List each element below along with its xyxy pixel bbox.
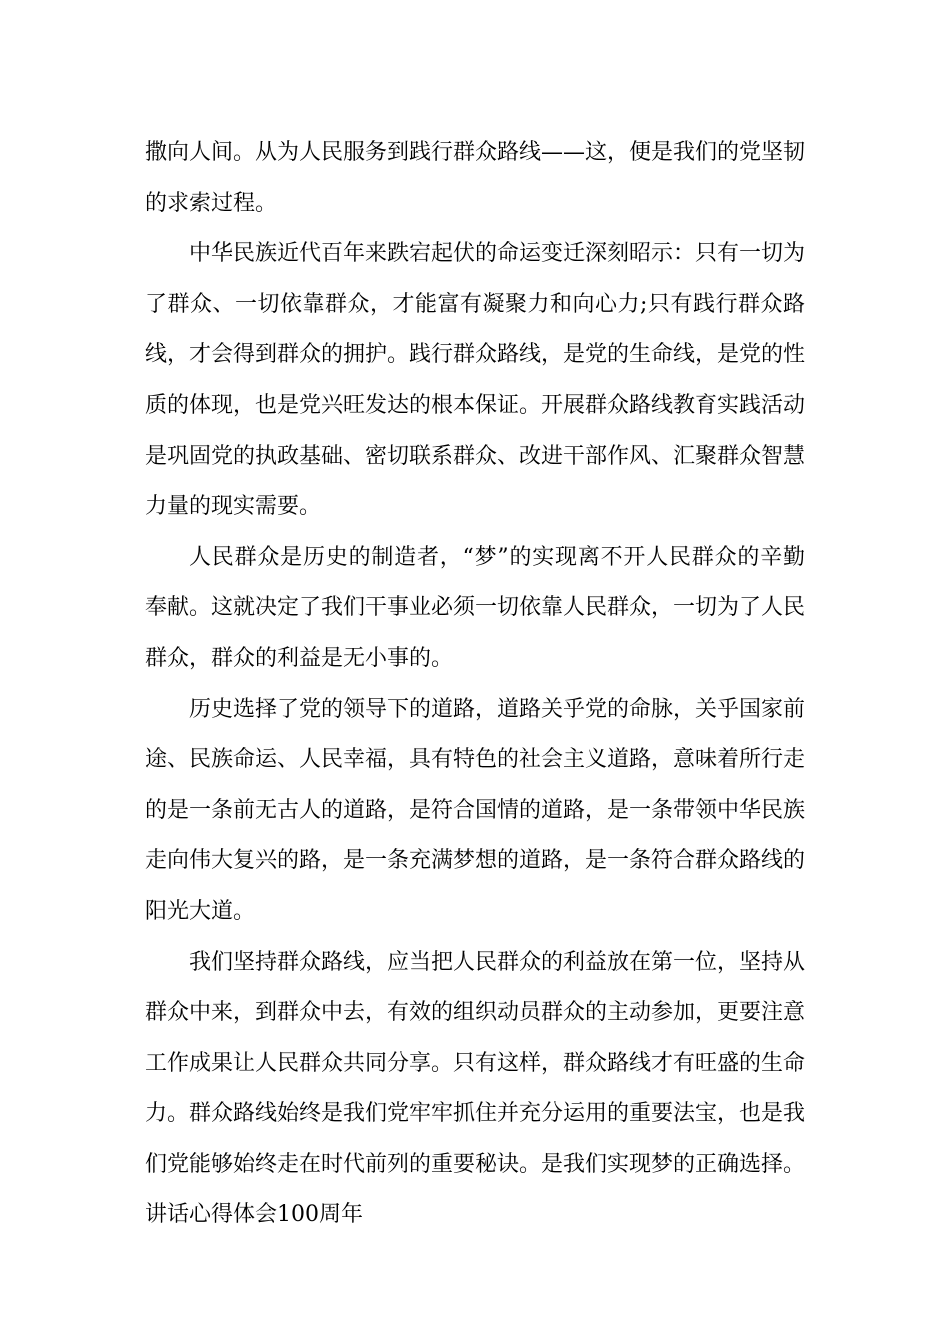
paragraph-2: 中华民族近代百年来跌宕起伏的命运变迁深刻昭示：只有一切为了群众、一切依靠群众，才能富有凝聚力和向心力;只有践行群众路线，才会得到群众的拥护。践行群众路线，是党的生命线，是党的性质的体现，也是党兴旺发达的根本保证。开展群众路线教育实践活动是巩固党的执政基础、密切联系群众、改进干部作风、汇聚群众智慧力量的现实需要。 [145,241,806,520]
document-page [145,128,805,1228]
paragraph-5: 我们坚持群众路线，应当把人民群众的利益放在第一位，坚持从群众中来，到群众中去，有效的组织动员群众的主动参加，更要注意工作成果让人民群众共同分享。只有这样，群众路线才有旺盛的生命力。群众路线始终是我们党牢牢抓住并充分运用的重要法宝，也是我们党能够始终走在时代前列的重要秘诀。是我们实现梦的正确选择。讲话心得体会100周年 [145,949,806,1228]
paragraph-1: 撒向人间。从为人民服务到践行群众路线——这，便是我们的党坚韧的求索过程。 [145,140,806,216]
paragraph-4: 历史选择了党的领导下的道路，道路关乎党的命脉，关乎国家前途、民族命运、人民幸福，具有特色的社会主义道路，意味着所行走的是一条前无古人的道路，是符合国情的道路，是一条带领中华民族走向伟大复兴的路，是一条充满梦想的道路，是一条符合群众路线的阳光大道。 [145,696,806,924]
paragraph-3: 人民群众是历史的制造者，“梦”的实现离不开人民群众的辛勤奉献。这就决定了我们干事业必须一切依靠人民群众，一切为了人民群众，群众的利益是无小事的。 [145,544,806,671]
